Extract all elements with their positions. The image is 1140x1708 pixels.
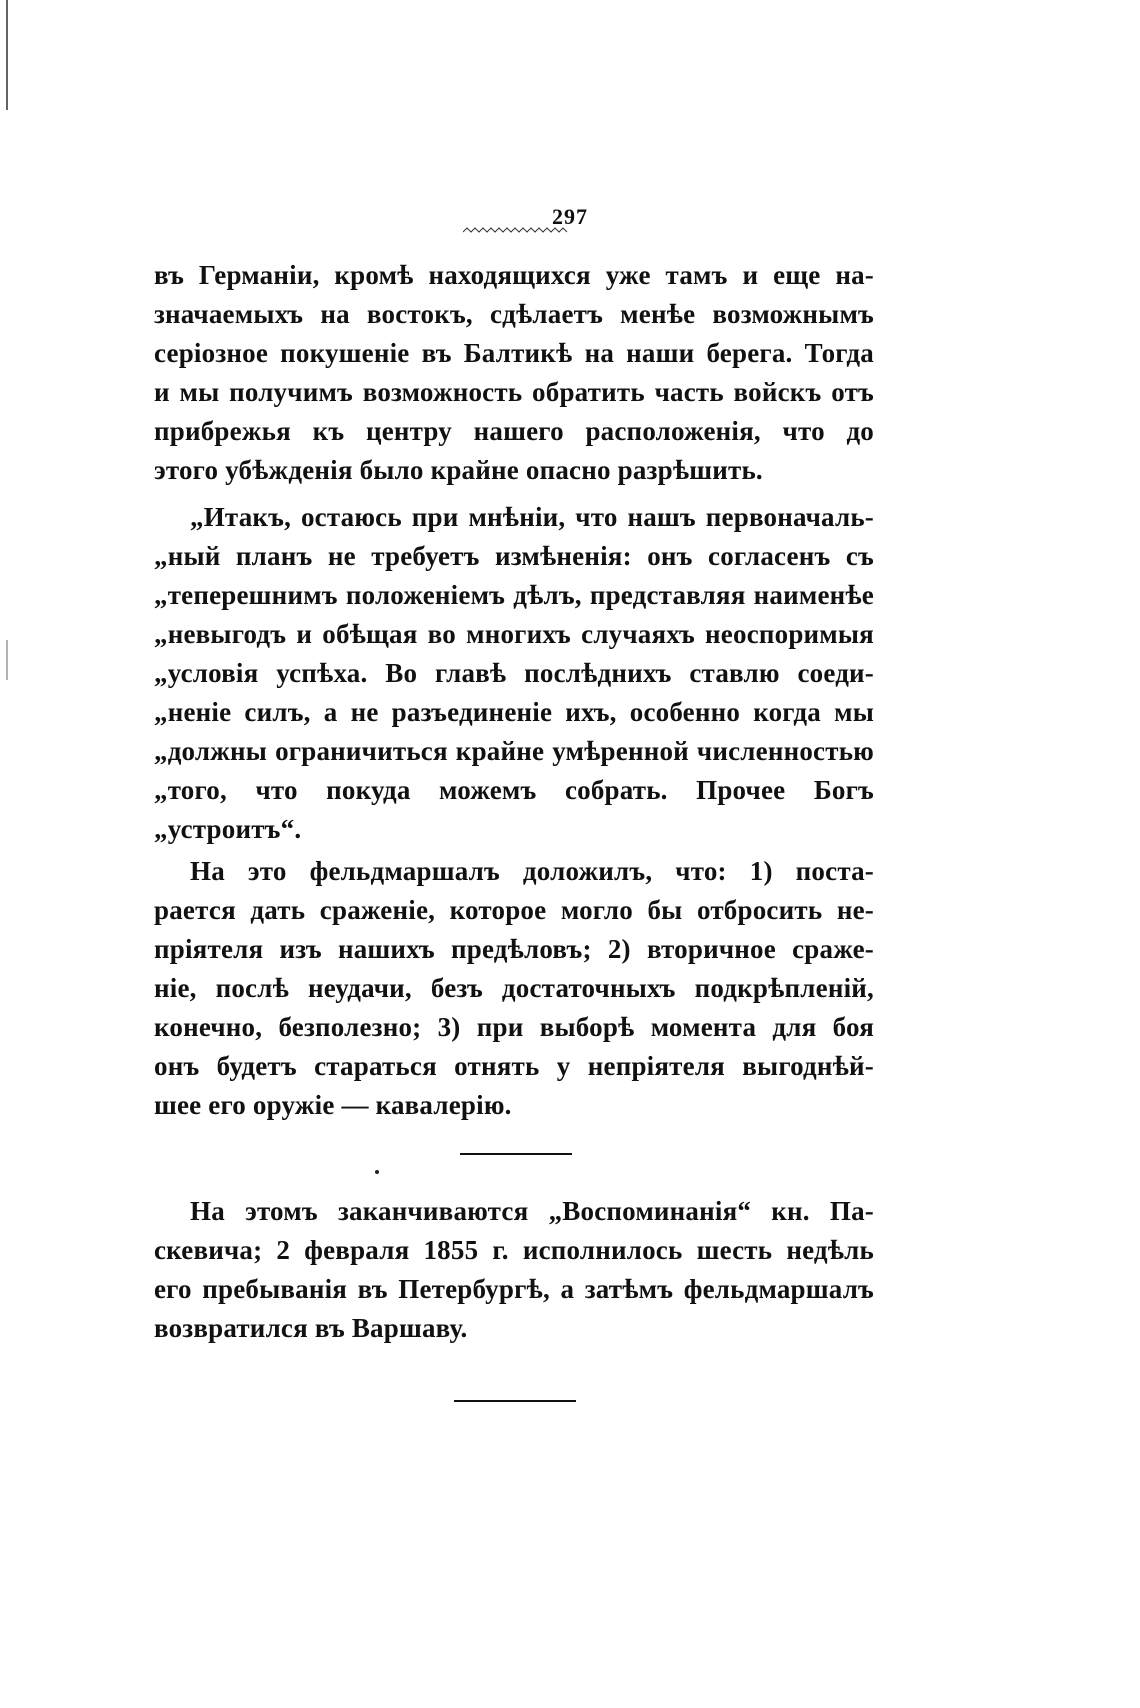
paragraph-field-marshal-report: [154, 852, 874, 1125]
text-line: въ Германіи, кромѣ находящихся уже тамъ и еще на-: [154, 260, 874, 290]
text-line: рается дать сраженіе, которое могло бы отбросить не-: [154, 895, 874, 925]
text-line: „ный планъ не требуетъ измѣненія: онъ согласенъ съ: [154, 541, 874, 571]
section-divider: [460, 1153, 572, 1155]
text-line: конечно, безполезно; 3) при выборѣ момента для боя: [154, 1012, 874, 1042]
text-line: На это фельдмаршалъ доложилъ, что: 1) поста-: [190, 856, 874, 886]
text-line: возвратился въ Варшаву.: [154, 1313, 468, 1343]
page-number: 297: [552, 204, 588, 229]
text-line: „должны ограничиться крайне умѣренной численностью: [154, 736, 874, 766]
text-line: значаемыхъ на востокъ, сдѣлаетъ менѣе возможнымъ: [154, 299, 874, 329]
text-line: „условія успѣха. Во главѣ послѣднихъ ставлю соеди-: [154, 658, 874, 688]
paragraph-continuation: [154, 256, 874, 490]
paragraph-quote: [154, 498, 874, 849]
text-line: и мы получимъ возможность обратить часть войскъ отъ: [154, 377, 874, 407]
paragraph-conclusion: [154, 1192, 874, 1348]
scan-edge-mark: [6, 0, 8, 110]
text-line: „того, что покуда можемъ собрать. Прочее Богъ: [154, 775, 874, 805]
text-line: На этомъ заканчиваются „Воспоминанія“ кн. Па-: [190, 1196, 874, 1226]
text-line: пріятеля изъ нашихъ предѣловъ; 2) вторичное сраже-: [154, 934, 874, 964]
text-line: шее его оружіе — кавалерію.: [154, 1090, 512, 1120]
text-line: онъ будетъ стараться отнять у непріятеля выгоднѣй-: [154, 1051, 874, 1081]
end-divider: [454, 1400, 576, 1402]
text-line: прибрежья къ центру нашего расположенія, что до: [154, 416, 874, 446]
speck: [375, 1170, 379, 1174]
text-line: скевича; 2 февраля 1855 г. исполнилось шесть недѣль: [154, 1235, 874, 1265]
text-line: „Итакъ, остаюсь при мнѣніи, что нашъ первоначаль-: [190, 502, 874, 532]
text-line: серіозное покушеніе въ Балтикѣ на наши берега. Тогда: [154, 338, 874, 368]
text-line: этого убѣжденія было крайне опасно разрѣшить.: [154, 455, 763, 485]
text-line: „устроитъ“.: [154, 814, 302, 844]
text-line: „невыгодъ и обѣщая во многихъ случаяхъ неоспоримыя: [154, 619, 874, 649]
text-line: ніе, послѣ неудачи, безъ достаточныхъ подкрѣпленій,: [154, 973, 874, 1003]
scan-edge-mark: [6, 640, 8, 680]
text-line: его пребыванія въ Петербургѣ, а затѣмъ фельдмаршалъ: [154, 1274, 874, 1304]
page-number-ornament: [463, 226, 569, 234]
text-line: „неніе силъ, а не разъединеніе ихъ, особенно когда мы: [154, 697, 874, 727]
text-line: „теперешнимъ положеніемъ дѣлъ, представляя наименѣе: [154, 580, 874, 610]
